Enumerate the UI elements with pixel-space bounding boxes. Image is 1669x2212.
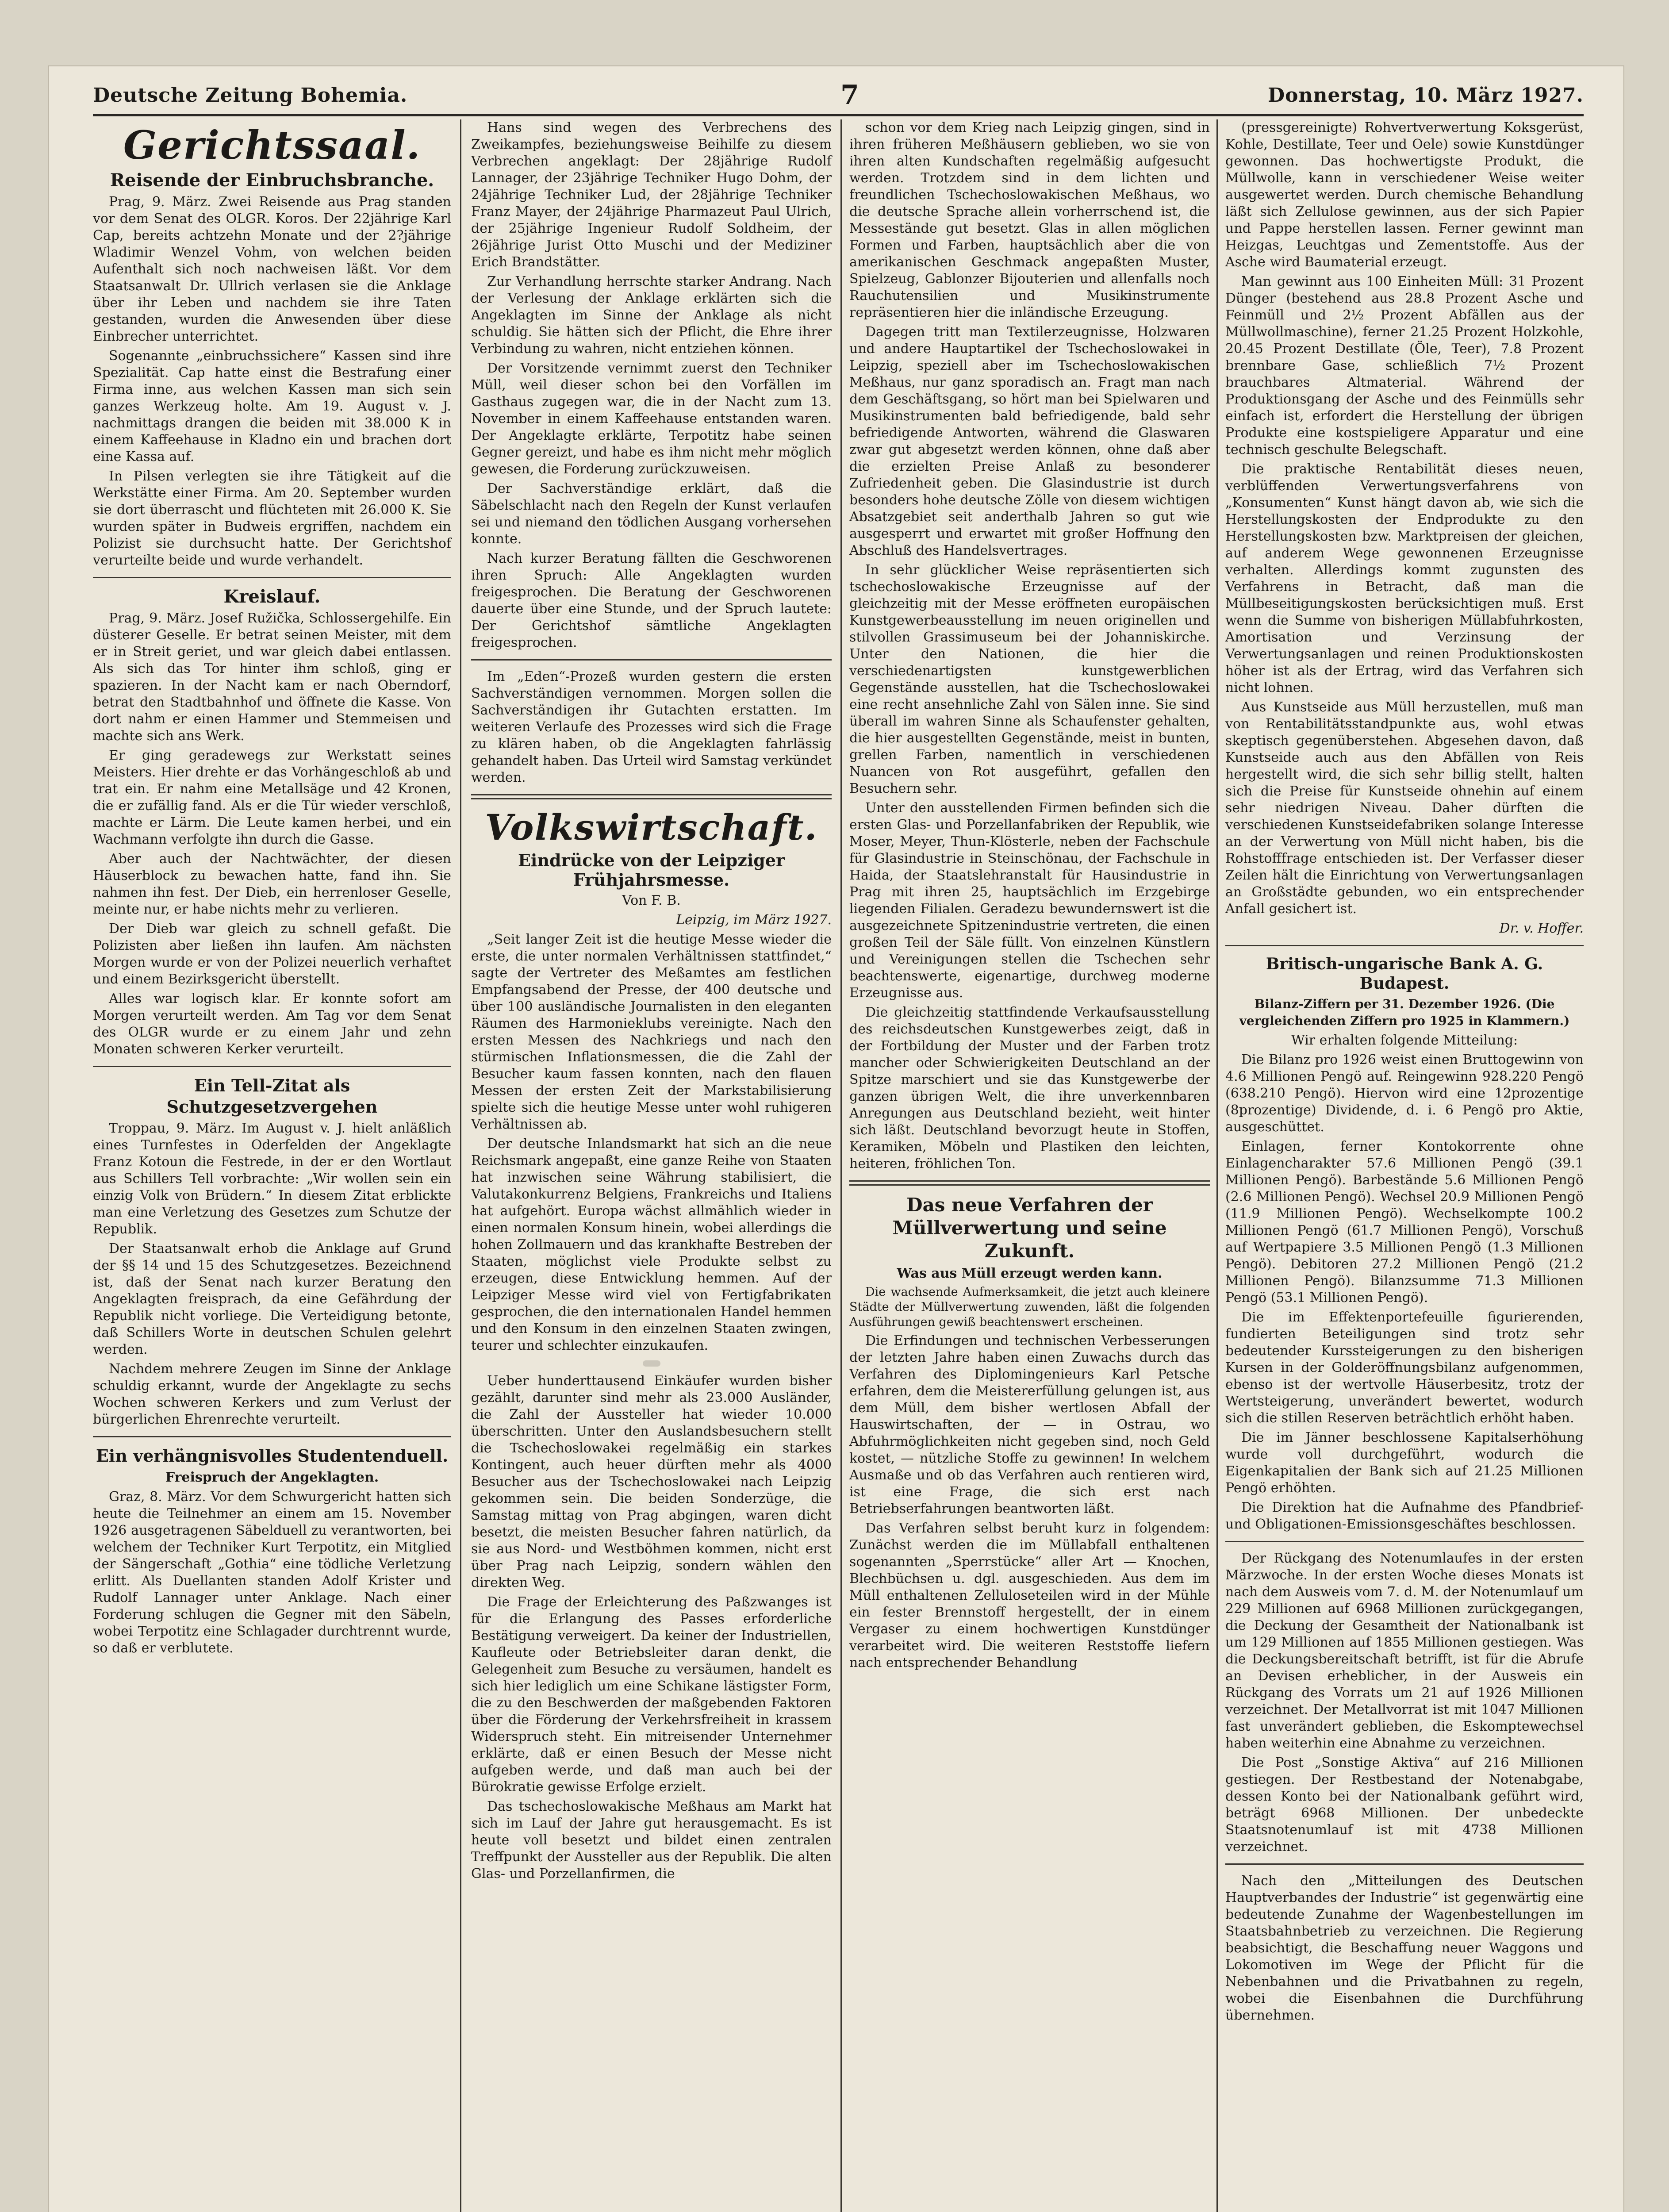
column-divider	[460, 119, 461, 2212]
article-subtitle: Was aus Müll erzeugt werden kann.	[897, 1266, 1163, 1281]
article-separator	[93, 1066, 451, 1067]
article-paragraph: Der Vorsitzende vernimmt zuerst den Techniker Müll, weil dieser schon bei den Vorfällen im Gasthaus zugegen war, die in der Nacht zum 13. November in einem Kaffeehause entstanden waren. Der Angeklagte erklärte, Terpotitz habe seinen Gegner gereizt, und habe es ihm nicht mehr möglich gewesen, die Forderung zurückzuweisen.	[471, 361, 832, 477]
column-divider	[1216, 119, 1218, 2212]
ornament-dot	[643, 1360, 660, 1367]
article-separator	[1225, 945, 1584, 946]
column-3	[849, 119, 1210, 1674]
article-dateline: Leipzig, im März 1927.	[676, 912, 832, 928]
section-separator	[471, 794, 832, 799]
article-paragraph: Das Verfahren selbst beruht kurz in folgendem: Zunächst werden die im Müllabfall enthaltenen sogenannten „Sperrstücke“ aller Art — Knochen, Blechbüchsen u. dgl. ausgeschieden. Aus dem im Müll enthaltenen Zelluloseteilen wird in der Mühle ein fester Brennstoff hergestellt, der in einem Vergaser zu einem hochwertigen Kunstdünger verarbeitet wird. Die weiteren Reststoffe liefern nach entsprechender Behandlung	[849, 1521, 1210, 1671]
article-title: Ein verhängnisvolles Studentenduell.	[96, 1446, 449, 1466]
article-paragraph: Die praktische Rentabilität dieses neuen, verblüffenden Verwertungsverfahrens von „Konsumenten“ Kunst hängt davon ab, wie sich die Herstellungskosten der Endprodukte zu den Herstellungskosten bzw. Marktpreisen der gleichen, auf anderem Wege gewonnenen Erzeugnisse verhalten. Allerdings kommt zugunsten des Verfahrens in Betracht, daß man die Müllbeseitigungskosten berücksichtigen muß. Erst wenn die Summe von bisherigen Müllabfuhrkosten, Amortisation und Verzinsung der Verwertungsanlagen und reinen Produktionskosten höher ist als der Ertrag, wird das Verfahren sich nicht lohnen.	[1225, 461, 1584, 695]
column-divider	[840, 119, 842, 2212]
article-subtitle: Bilanz-Ziffern per 31. Dezember 1926. (Die vergleichenden Ziffern pro 1925 in Klammern.)	[1239, 997, 1570, 1028]
page-number: 7	[840, 80, 859, 111]
article-paragraph: Die gleichzeitig stattfindende Verkaufsausstellung des reichsdeutschen Kunstgewerbes zeigt, daß in der Fortbildung der Muster und der Farben trotz mancher oder Schwierigkeiten Deutschland an der Spitze marschiert und sie das Kunstgewerbe der ganzen übrigen Welt, die ihre unverkennbaren Anregungen aus Deutschland bezieht, weit hinter sich läßt. Deutschland bevorzugt heute in Stoffen, Keramiken, Möbeln und Plastiken den leichten, heiteren, fröhlichen Ton.	[849, 1005, 1210, 1171]
article-title: Britisch-ungarische Bank A. G. Budapest.	[1266, 955, 1543, 993]
article-separator	[1225, 1863, 1584, 1865]
article-paragraph: Der Sachverständige erklärt, daß die Säbelschlacht nach den Regeln der Kunst verlaufen sei und niemand den tödlichen Ausgang vorhersehen konnte.	[471, 481, 832, 547]
masthead-date: Donnerstag, 10. März 1927.	[1267, 84, 1584, 107]
article-author: Dr. v. Hoffer.	[1499, 921, 1584, 936]
article-paragraph: Die Erfindungen und technischen Verbesserungen der letzten Jahre haben einen Zuwachs durch das Verfahren des Diplomingenieurs Karl Petsche erfahren, dem die Meistererfüllung gelungen ist, aus dem Müll, dem bisher wertlosen Abfall der Hauswirtschaften, der — in Ostrau, wo Abfuhrmöglichkeiten nicht gegeben sind, noch Geld kostet, — nützliche Stoffe zu gewinnen! In welchem Ausmaße und ob das Verfahren auch rentieren wird, ist eine Frage, die sich erst nach Betriebserfahrungen beantworten läßt.	[849, 1333, 1210, 1517]
column-4	[1225, 119, 1584, 2027]
article-paragraph: Der Staatsanwalt erhob die Anklage auf Grund der §§ 14 und 15 des Schutzgesetzes. Bezeichnend ist, daß der Senat nach kurzer Beratung den Angeklagten freisprach, da eine Gefährdung der Republik nicht vorliege. Die Verteidigung betonte, daß Schillers Worte in deutschen Schulen gelehrt werden.	[93, 1241, 451, 1357]
article-paragraph: Alles war logisch klar. Er konnte sofort am Morgen verurteilt werden. Am Tag vor dem Senat des OLGR wurde er zu einem Jahr und zehn Monaten schweren Kerker verurteilt.	[93, 991, 451, 1057]
article-paragraph: Die im Jänner beschlossene Kapitalserhöhung wurde voll durchgeführt, wodurch die Eigenkapitalien der Bank sich auf 21.25 Millionen Pengö erhöhten.	[1225, 1430, 1584, 1496]
article-paragraph: In sehr glücklicher Weise repräsentierten sich tschechoslowakische Erzeugnisse auf der gleichzeitig mit der Messe eröffneten europäischen Kunstgewerbeausstellung im neuen originellen und stilvollen Grassimuseum bei der Johanniskirche. Unter den Nationen, die hier die verschiedenartigsten kunstgewerblichen Gegenstände ausstellen, hat die Tschechoslowakei eine recht ansehnliche Zahl von Sälen inne. Sie sind überall im wahren Sinne als Schaufenster gehalten, die hier ausgestellten Gegenstände, meist in bunten, grellen Farben, namentlich in verschiedenen Nuancen von Rot ausgeführt, gefallen den Besuchern sehr.	[849, 562, 1210, 796]
section-title-volkswirtschaft: Volkswirtschaft.	[485, 806, 818, 848]
article-title: Eindrücke von der Leipziger Frühjahrsmesse.	[518, 850, 785, 890]
article-paragraph: Man gewinnt aus 100 Einheiten Müll: 31 Prozent Dünger (bestehend aus 28.8 Prozent Asche und Feinmüll und 2½ Prozent Abfällen aus der Müllwollmaschine), ferner 21.25 Prozent Holzkohle, 20.45 Prozent Destillate (Öle, Teer), 7.8 Prozent brennbare Gase, schließlich 7½ Prozent brauchbares Altmaterial. Während der Produktionsgang der Asche und des Feinmülls sehr einfach ist, erfordert die Herstellung der übrigen Produkte eine kostspieligere Apparatur und eine technisch geschulte Belegschaft.	[1225, 274, 1584, 457]
article-paragraph: Die Direktion hat die Aufnahme des Pfandbrief- und Obligationen-Emissionsgeschäftes beschlossen.	[1225, 1500, 1584, 1532]
article-paragraph: Ueber hunderttausend Einkäufer wurden bisher gezählt, darunter sind mehr als 23.000 Ausländer, die Zahl der Aussteller hat wieder 10.000 überschritten. Unter den Auslandsbesuchern stellt die Tschechoslowakei regelmäßig ein starkes Kontingent, auch heuer dürften mehr als 4000 Besucher aus der Tschechoslowakei nach Leipzig gekommen sein. Die beiden Sonderzüge, die Samstag mittag von Prag abgingen, waren dicht besetzt, die meisten Besucher fahren natürlich, da sie aus Nord- und Westböhmen kommen, nicht erst über Prag nach Leipzig, sondern wählen den direkten Weg.	[471, 1373, 832, 1590]
article-paragraph: Die Post „Sonstige Aktiva“ auf 216 Millionen gestiegen. Der Restbestand der Notenabgabe, dessen Konto bei der Nationalbank geführt wird, beträgt 6968 Millionen. Der unbedeckte Staatsnotenumlauf ist mit 4738 Millionen verzeichnet.	[1225, 1755, 1584, 1855]
masthead-title: Deutsche Zeitung Bohemia.	[93, 84, 408, 107]
article-paragraph: schon vor dem Krieg nach Leipzig gingen, sind in ihren früheren Meßhäusern geblieben, wo sie von ihren alten Kundschaften regelmäßig aufgesucht werden. Trotzdem sind in dem lichten und freundlichen Tschechoslowakischen Meßhaus, wo die deutsche Sprache allein vorherrschend ist, die Messestände gut besetzt. Glas in allen möglichen Formen und Farben, hauptsächlich aber die von amerikanischen Geschmack angepaßten Muster, Spielzeug, Gablonzer Bijouterien und allenfalls noch Rauchutensilien und Musikinstrumente repräsentieren hier die inländische Erzeugung.	[849, 120, 1210, 320]
article-intro: Die wachsende Aufmerksamkeit, die jetzt auch kleinere Städte der Müllverwertung zuwenden, läßt die folgenden Ausführungen gewiß beachtenswert erscheinen.	[849, 1285, 1210, 1329]
article-separator	[471, 659, 832, 661]
section-title-gerichtssaal: Gerichtssaal.	[123, 122, 421, 168]
article-paragraph: Troppau, 9. März. Im August v. J. hielt anläßlich eines Turnfestes in Oderfelden der Angeklagte Franz Kotoun die Festrede, in der er den Wortlaut aus Schillers Tell vorbrachte: „Wir wollen sein ein einzig Volk von Brüdern.“ In diesem Zitat erblickte man eine Verletzung des Gesetzes zum Schutze der Republik.	[93, 1121, 451, 1237]
article-paragraph: Unter den ausstellenden Firmen befinden sich die ersten Glas- und Porzellanfabriken der Republik, wie Moser, Meyer, Thun-Klösterle, neben der Fachschule für Glasindustrie in Steinschönau, der Fachschule in Haida, der Staatslehranstalt für Hausindustrie in Prag mit ihren 25, hauptsächlich im Erzgebirge liegenden Filialen. Geradezu bewundernswert ist die ausgezeichnete Spitzenindustrie vertreten, die einen großen Teil der Säle füllt. Von einzelnen Künstlern und Vereinigungen stellen die Tschechen sehr beachtenswerte, eigenartige, durchweg moderne Erzeugnisse aus.	[849, 800, 1210, 1001]
article-paragraph: Der Dieb war gleich zu schnell gefaßt. Die Polizisten aber ließen ihn laufen. Am nächsten Morgen wurde er von der Polizei neuerlich verhaftet und einem Bezirksgericht überstellt.	[93, 921, 451, 987]
article-paragraph: Die Bilanz pro 1926 weist einen Bruttogewinn von 4.6 Millionen Pengö auf. Reingewinn 928.220 Pengö (638.210 Pengö). Hiervon wird eine 12prozentige (8prozentige) Dividende, d. i. 6 Pengö pro Aktie, ausgeschüttet.	[1225, 1052, 1584, 1135]
article-paragraph: Aus Kunstseide aus Müll herzustellen, muß man von Rentabilitätsstandpunkte aus, wohl etwas skeptisch gegenüberstehen. Abgesehen davon, daß Kunstseide auch aus den Abfällen von Reis hergestellt wird, die sich sehr billig stellt, halten sich die Preise für Kunstseide ohnehin auf einem sehr niedrigen Niveau. Daher dürften die verschiedenen Kunstseidefabriken solange Interesse an der Verwertung von Müll nicht haben, bis die Rohstofffrage entschieden ist. Der Verfasser dieser Zeilen hält die Einrichtung von Verwertungsanlagen an Großstädte gebunden, wo ein entsprechender Anfall gesichert ist.	[1225, 699, 1584, 917]
masthead-rule	[93, 114, 1584, 116]
article-paragraph: Prag, 9. März. Josef Ružička, Schlossergehilfe. Ein düsterer Geselle. Er betrat seinen Meister, mit dem er in Streit geriet, und war gleich dabei entlassen. Als sich das Tor hinter ihm schloß, ging er spazieren. In der Nacht kam er nach Oberndorf, betrat den Stadtbahnhof und öffnete die Kasse. Von dort nahm er einen Hammer und Stemmeisen und machte sich ans Werk.	[93, 611, 451, 744]
section-separator	[849, 1180, 1210, 1186]
article-paragraph: Nach den „Mitteilungen des Deutschen Hauptverbandes der Industrie“ ist gegenwärtig eine bedeutende Zunahme der Wagenbestellungen im Staatsbahnbetrieb zu verzeichnen. Die Regierung beabsichtigt, die Beschaffung neuer Waggons und Lokomotiven im Wege der Pflicht für die Nebenbahnen und die Privatbahnen zu regeln, wobei die Eisenbahnen die Durchführung übernehmen.	[1225, 1873, 1584, 2023]
article-paragraph: Wir erhalten folgende Mitteilung:	[1291, 1033, 1518, 1048]
article-paragraph: Im „Eden“-Prozeß wurden gestern die ersten Sachverständigen vernommen. Morgen sollen die Sachverständigen ihr Gutachten erstatten. Im weiteren Verlaufe des Prozesses wird sich die Frage zu klären haben, ob die Angeklagten fahrlässig gehandelt haben. Das Urteil wird Samstag verkündet werden.	[471, 669, 832, 785]
article-separator	[93, 1436, 451, 1437]
article-separator	[93, 577, 451, 578]
article-paragraph: (pressgereinigte) Rohvertverwertung Koksgerüst, Kohle, Destillate, Teer und Oele) sowie Kunstdünger gewonnen. Das hochwertigste Produkt, die Müllwolle, kann in verschiedener Weise weiter ausgewertet werden. Durch chemische Behandlung läßt sich Zellulose gewinnen, aus der sich Papier und Pappe herstellen lassen. Ferner gewinnt man Heizgas, Leuchtgas und Zementstoffe. Aus der Asche wird Baumaterial erzeugt.	[1225, 120, 1584, 270]
article-paragraph: Das tschechoslowakische Meßhaus am Markt hat sich im Lauf der Jahre gut herausgemacht. Es ist heute voll besetzt und bildet einen zentralen Treffpunkt der Aussteller aus der Republik. Die alten Glas- und Porzellanfirmen, die	[471, 1799, 832, 1882]
newspaper-page	[49, 66, 1623, 2212]
article-paragraph: Die Frage der Erleichterung des Paßzwanges ist für die Erlangung des Passes erforderliche Bestätigung verweigert. Da keiner der Industriellen, Kaufleute oder Betriebsleiter daran denkt, die Gelegenheit zum Besuche zu versäumen, handelt es sich hier lediglich um eine Schikane lästigster Form, die zu den Beschwerden der maßgebenden Faktoren über die Förderung der Verkehrsfreiheit in krassem Widerspruch steht. Ein mitreisender Unternehmer erklärte, daß er einen Besuch der Messe nicht aufgeben werde, und daß man auch bei der Bürokratie gewisse Erfolge erzielt.	[471, 1594, 832, 1795]
article-paragraph: Graz, 8. März. Vor dem Schwurgericht hatten sich heute die Teilnehmer an einem am 15. November 1926 ausgetragenen Säbelduell zu verantworten, bei welchem der Techniker Kurt Terpotitz, ein Mitglied der Sängerschaft „Gothia“ eine tödliche Verletzung erlitt. Als Duellanten standen Adolf Krister und Rudolf Lannager unter Anklage. Nach einer Forderung schlugen die Gegner mit den Säbeln, wobei Terpotitz eine Schlagader durchtrennt wurde, so daß er verblutete.	[93, 1489, 451, 1656]
article-paragraph: In Pilsen verlegten sie ihre Tätigkeit auf die Werkstätte einer Firma. Am 20. September wurden sie dort überrascht und flüchteten mit 26.000 K. Sie wurden später in Budweis ergriffen, nachdem ein Polizist sie durchsucht hatte. Der Gerichtshof verurteilte beide und wurde verhandelt.	[93, 469, 451, 568]
article-paragraph: Nachdem mehrere Zeugen im Sinne der Anklage schuldig erkannt, wurde der Angeklagte zu sechs Wochen schweren Kerkers und zum Verlust der bürgerlichen Ehrenrechte verurteilt.	[93, 1361, 451, 1427]
article-title: Kreislauf.	[223, 586, 321, 607]
article-title: Reisende der Einbruchsbranche.	[110, 170, 434, 191]
article-paragraph: Hans sind wegen des Verbrechens des Zweikampfes, beziehungsweise Beihilfe zu diesem Verbrechen angeklagt: Der 28jährige Rudolf Lannager, der 23jährige Techniker Hugo Dohm, der 24jährige Techniker Lud, der 28jährige Techniker Franz Mayer, der 24jährige Pharmazeut Paul Ulrich, der 25jährige Ingenieur Rudolf Soldheim, der 26jährige Jurist Otto Muschi und der Mediziner Erich Brandstätter.	[471, 120, 832, 270]
article-paragraph: Zur Verhandlung herrschte starker Andrang. Nach der Verlesung der Anklage erklärten sich die Angeklagten im Sinne der Anklage als nicht schuldig. Sie hätten sich der Pflicht, die Ehre ihrer Verbindung zu wahren, nicht entziehen können.	[471, 274, 832, 357]
article-paragraph: Die im Effektenportefeuille figurierenden, fundierten Beteiligungen sind trotz sehr bedeutender Kurssteigerungen zu den bisherigen Kursen in der Golderöffnungsbilanz aufgenommen, ebenso ist der wertvolle Häuserbesitz, trotz der Wertsteigerung, unverändert bewertet, wodurch sich die stillen Reserven beträchtlich erhöht haben.	[1225, 1310, 1584, 1426]
article-paragraph: Einlagen, ferner Kontokorrente ohne Einlagencharakter 57.6 Millionen Pengö (39.1 Millionen Pengö). Barbestände 5.6 Millionen Pengö (2.6 Millionen Pengö). Wechsel 20.9 Millionen Pengö (11.9 Millionen Pengö). Wechselkompte 100.2 Millionen Pengö (61.7 Millionen Pengö), Vorschuß auf Wertpapiere 3.5 Millionen Pengö (1.3 Millionen Pengö). Debitoren 27.2 Millionen Pengö (21.2 Millionen Pengö). Bilanzsumme 71.3 Millionen Pengö (53.1 Millionen Pengö).	[1225, 1139, 1584, 1306]
article-paragraph: Sogenannte „einbruchssichere“ Kassen sind ihre Spezialität. Cap hatte einst die Bestrafung einer Firma inne, aus welchen Kassen man sich sein ganzes Werkzeug holte. Am 19. August v. J. nachmittags drangen die beiden mit 38.000 K in einem Kaffeehause in Kladno ein und brachen dort eine Kassa auf.	[93, 348, 451, 465]
article-subtitle: Freispruch der Angeklagten.	[165, 1470, 379, 1485]
article-paragraph: Prag, 9. März. Zwei Reisende aus Prag standen vor dem Senat des OLGR. Koros. Der 22jährige Karl Cap, bereits achtzehn Monate und der 2?jährige Wladimir Wenzel Vohm, von welchen beiden Aufenthalt sich noch nachweisen läßt. Vor dem Staatsanwalt Dr. Ullrich verlasen sie die Anklage über ihr Leben und nachdem sie ihre Taten gestanden, wurden die Anwesenden über diese Einbrecher unterrichtet.	[93, 194, 451, 344]
article-paragraph: Nach kurzer Beratung fällten die Geschworenen ihren Spruch: Alle Angeklagten wurden freigesprochen. Die Beratung der Geschworenen dauerte über eine Stunde, und der Spruch lautete: Der Gerichtshof sämtliche Angeklagten freigesprochen.	[471, 551, 832, 650]
article-separator	[1225, 1541, 1584, 1542]
masthead	[93, 80, 1584, 111]
article-paragraph: Er ging geradewegs zur Werkstatt seines Meisters. Hier drehte er das Vorhängeschloß ab und trat ein. Er nahm eine Metallsäge und 42 Kronen, die er zufällig fand. Als er die Tür wieder verschloß, machte er Lärm. Die Leute kamen herbei, und ein Wachmann verfolgte ihn durch die Gasse.	[93, 748, 451, 847]
column-2	[471, 119, 832, 1885]
article-title: Ein Tell-Zitat als Schutzgesetzvergehen	[166, 1075, 378, 1117]
article-byline: Von F. B.	[622, 893, 681, 908]
column-1	[93, 119, 451, 1659]
article-paragraph: Der deutsche Inlandsmarkt hat sich an die neue Reichsmark angepaßt, eine ganze Reihe von Staaten hat inzwischen seine Währung stabilisiert, die Valutakonkurrenz Belgiens, Frankreichs und Italiens hat aufgehört. Europa wächst allmählich wieder in einen normalen Konsum hinein, wobei allerdings die hohen Zollmauern und das krankhafte Bestreben der Staaten, möglichst viele Produkte selbst zu erzeugen, diese Entwicklung hemmen. Auf der Leipziger Messe wird viel von Fertigfabrikaten gesprochen, die den internationalen Handel hemmen und den Konsum in den einzelnen Staaten zwingen, teurer und schlechter einzukaufen.	[471, 1136, 832, 1353]
article-paragraph: Der Rückgang des Notenumlaufes in der ersten Märzwoche. In der ersten Woche dieses Monats ist nach dem Ausweis vom 7. d. M. der Notenumlauf um 229 Millionen auf 6968 Millionen zurückgegangen, die Deckung der Gesamtheit der Nationalbank ist um 129 Millionen auf 1855 Millionen gestiegen. Was die Deckungsbereitschaft betrifft, ist für die Abrufe an Devisen erheblicher, in der Ausweis ein Rückgang des Vorrats um 21 auf 1926 Millionen verzeichnet. Der Metallvorrat ist mit 1047 Millionen fast unverändert geblieben, die Eskomptewechsel haben weiterhin eine Abnahme zu verzeichnen.	[1225, 1551, 1584, 1751]
article-title: Das neue Verfahren der Müllverwertung und seine Zukunft.	[892, 1194, 1167, 1262]
article-paragraph: „Seit langer Zeit ist die heutige Messe wieder die erste, die unter normalen Verhältnissen stattfindet,“ sagte der Vertreter des Meßamtes am festlichen Empfangsabend der Presse, der 400 deutsche und über 100 ausländische Journalisten in den eleganten Räumen des Harmonieklubs vereinigte. Nach den ersten Messen des Nachkriegs und nach den stürmischen Inflationsmessen, die die Zahl der Besucher kaum fassen konnten, nach den flauen Messen der ersten Zeit der Markstabilisierung spielte sich die heutige Messe unter wohl ruhigeren Verhältnissen ab.	[471, 932, 832, 1132]
article-paragraph: Aber auch der Nachtwächter, der diesen Häuserblock zu bewachen hatte, fand ihn. Sie nahmen ihn fest. Der Dieb, ein herrenloser Geselle, meinte nur, er habe nichts mehr zu verlieren.	[93, 851, 451, 917]
article-paragraph: Dagegen tritt man Textilerzeugnisse, Holzwaren und andere Hauptartikel der Tschechoslowakei in Leipzig, speziell aber im Tschechoslowakischen Meßhaus, nur ganz sporadisch an. Fragt man nach dem Geschäftsgang, so hört man bei Spielwaren und Musikinstrumenten bald befriedigende, bald sehr befriedigende Antworten, während die Glaswaren zwar gut abgesetzt werden können, ohne daß aber die erzielten Preise Anlaß zu besonderer Zufriedenheit geben. Die Glasindustrie ist durch besonders hohe deutsche Zölle von diesem wichtigen Absatzgebiet seit anderthalb Jahren so gut wie ausgesperrt und erwartet mit großer Hoffnung den Abschluß des Handelsvertrages.	[849, 324, 1210, 558]
